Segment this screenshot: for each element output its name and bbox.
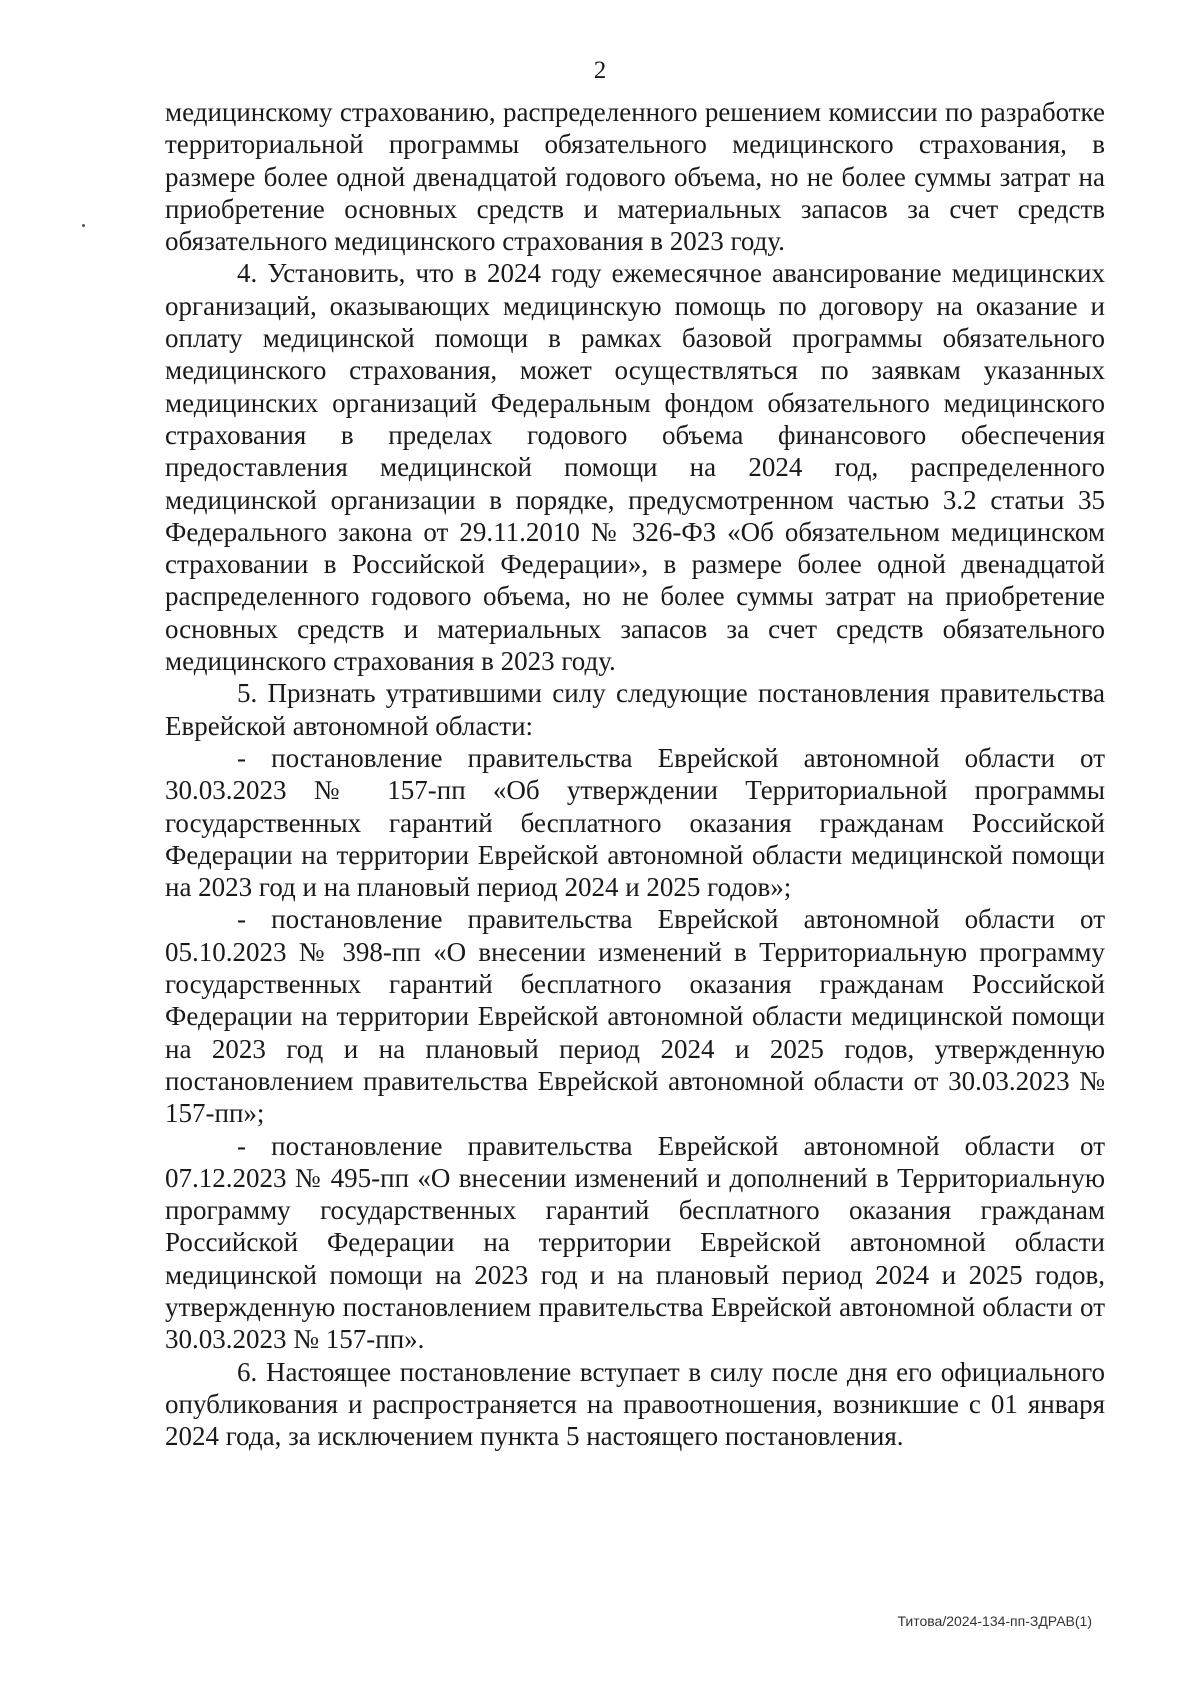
- footer-reference: Титова/2024-134-пп-ЗДРАВ(1): [897, 1613, 1092, 1629]
- scan-speck: [82, 224, 85, 227]
- paragraph-item-6: 6. Настоящее постановление вступает в силу после дня его официального опубликования и распространяется на правоотношения, возникшие с 01 января 2024 года, за исключением пункта 5 настоящего постановления.: [165, 1356, 1105, 1452]
- paragraph-item-5: 5. Признать утратившими силу следующие постановления правительства Еврейской автономной области:: [165, 678, 1105, 741]
- paragraph-continuation: медицинскому страхованию, распределенного решением комиссии по разработке территориальной программы обязательного медицинского страхования, в размере более одной двенадцатой годового объема, но не более суммы затрат на приобретение основных средств и материальных запасов за счет средств обязательного медицинского страхования в 2023 году.: [165, 97, 1105, 257]
- document-body: [165, 96, 1105, 1452]
- paragraph-item-4: 4. Установить, что в 2024 году ежемесячное авансирование медицинских организаций, оказывающих медицинскую помощь по договору на оказание и оплату медицинской помощи в рамках базовой программы обязательного медицинского страхования, может осуществляться по заявкам указанных медицинских организаций Федеральным фондом обязательного медицинского страхования в пределах годового объема финансового обеспечения предоставления медицинской помощи на 2024 год, распределенного медицинской организации в порядке, предусмотренном частью 3.2 статьи 35 Федерального закона от 29.11.2010 № 326-ФЗ «Об обязательном медицинском страховании в Российской Федерации», в размере более одной двенадцатой распределенного годового объема, но не более суммы затрат на приобретение основных средств и материальных запасов за счет средств обязательного медицинского страхования в 2023 году.: [165, 258, 1105, 677]
- paragraph-item-5-sub-3: - постановление правительства Еврейской автономной области от 07.12.2023 № 495-пп «О внесении изменений и дополнений в Территориальную программу государственных гарантий бесплатного оказания гражданам Российской Федерации на территории Еврейской автономной области медицинской помощи на 2023 год и на плановый период 2024 и 2025 годов, утвержденную постановлением правительства Еврейской автономной области от 30.03.2023 № 157-пп».: [165, 1130, 1105, 1355]
- paragraph-item-5-sub-1: - постановление правительства Еврейской автономной области от 30.03.2023 № 157-пп «Об утверждении Территориальной программы государственных гарантий бесплатного оказания гражданам Российской Федерации на территории Еврейской автономной области медицинской помощи на 2023 год и на плановый период 2024 и 2025 годов»;: [165, 742, 1105, 903]
- page-number: 2: [593, 57, 607, 84]
- paragraph-item-5-sub-2: - постановление правительства Еврейской автономной области от 05.10.2023 № 398-пп «О внесении изменений в Территориальную программу государственных гарантий бесплатного оказания гражданам Российской Федерации на территории Еврейской автономной области медицинской помощи на 2023 год и на плановый период 2024 и 2025 годов, утвержденную постановлением правительства Еврейской автономной области от 30.03.2023 № 157-пп»;: [165, 904, 1105, 1129]
